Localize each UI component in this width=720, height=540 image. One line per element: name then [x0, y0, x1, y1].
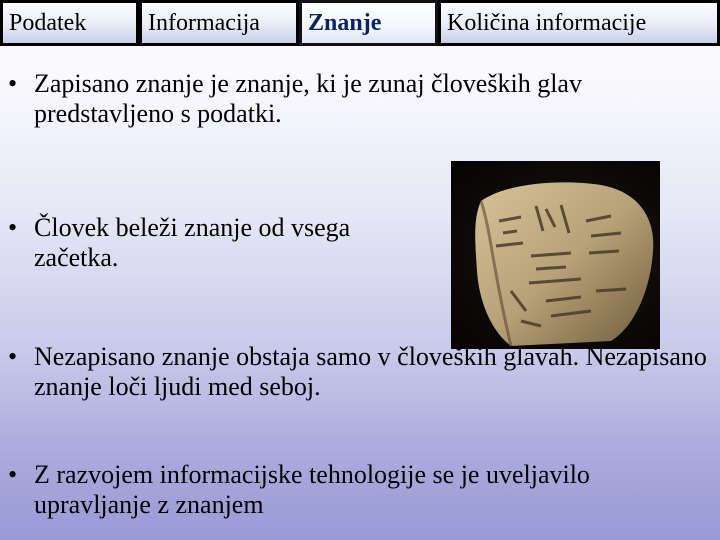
tab-informacija[interactable]: Informacija	[139, 0, 299, 46]
bullet-marker: •	[8, 342, 18, 371]
tab-kolicina-informacije[interactable]: Količina informacije	[438, 0, 720, 46]
bullet-marker: •	[8, 460, 18, 489]
bullet-item	[8, 460, 708, 520]
bullet-text: Z razvojem informacijske tehnologije se je uveljavilo upravljanje z znanjem	[34, 460, 590, 519]
bullet-marker: •	[8, 213, 18, 242]
bullet-item	[8, 69, 708, 129]
tab-znanje[interactable]: Znanje	[299, 0, 438, 46]
bullet-text: Nezapisano znanje obstaja samo v človeških glavah. Nezapisano znanje loči ljudi med seboj.	[34, 342, 707, 401]
bullet-item	[8, 342, 708, 402]
bullet-text: Človek beleži znanje od vsega začetka.	[34, 213, 351, 272]
bullet-marker: •	[8, 69, 18, 98]
bullet-item	[8, 213, 438, 273]
tab-podatek[interactable]: Podatek	[0, 0, 139, 46]
bullet-text: Zapisano znanje je znanje, ki je zunaj človeških glav predstavljeno s podatki.	[34, 69, 582, 128]
